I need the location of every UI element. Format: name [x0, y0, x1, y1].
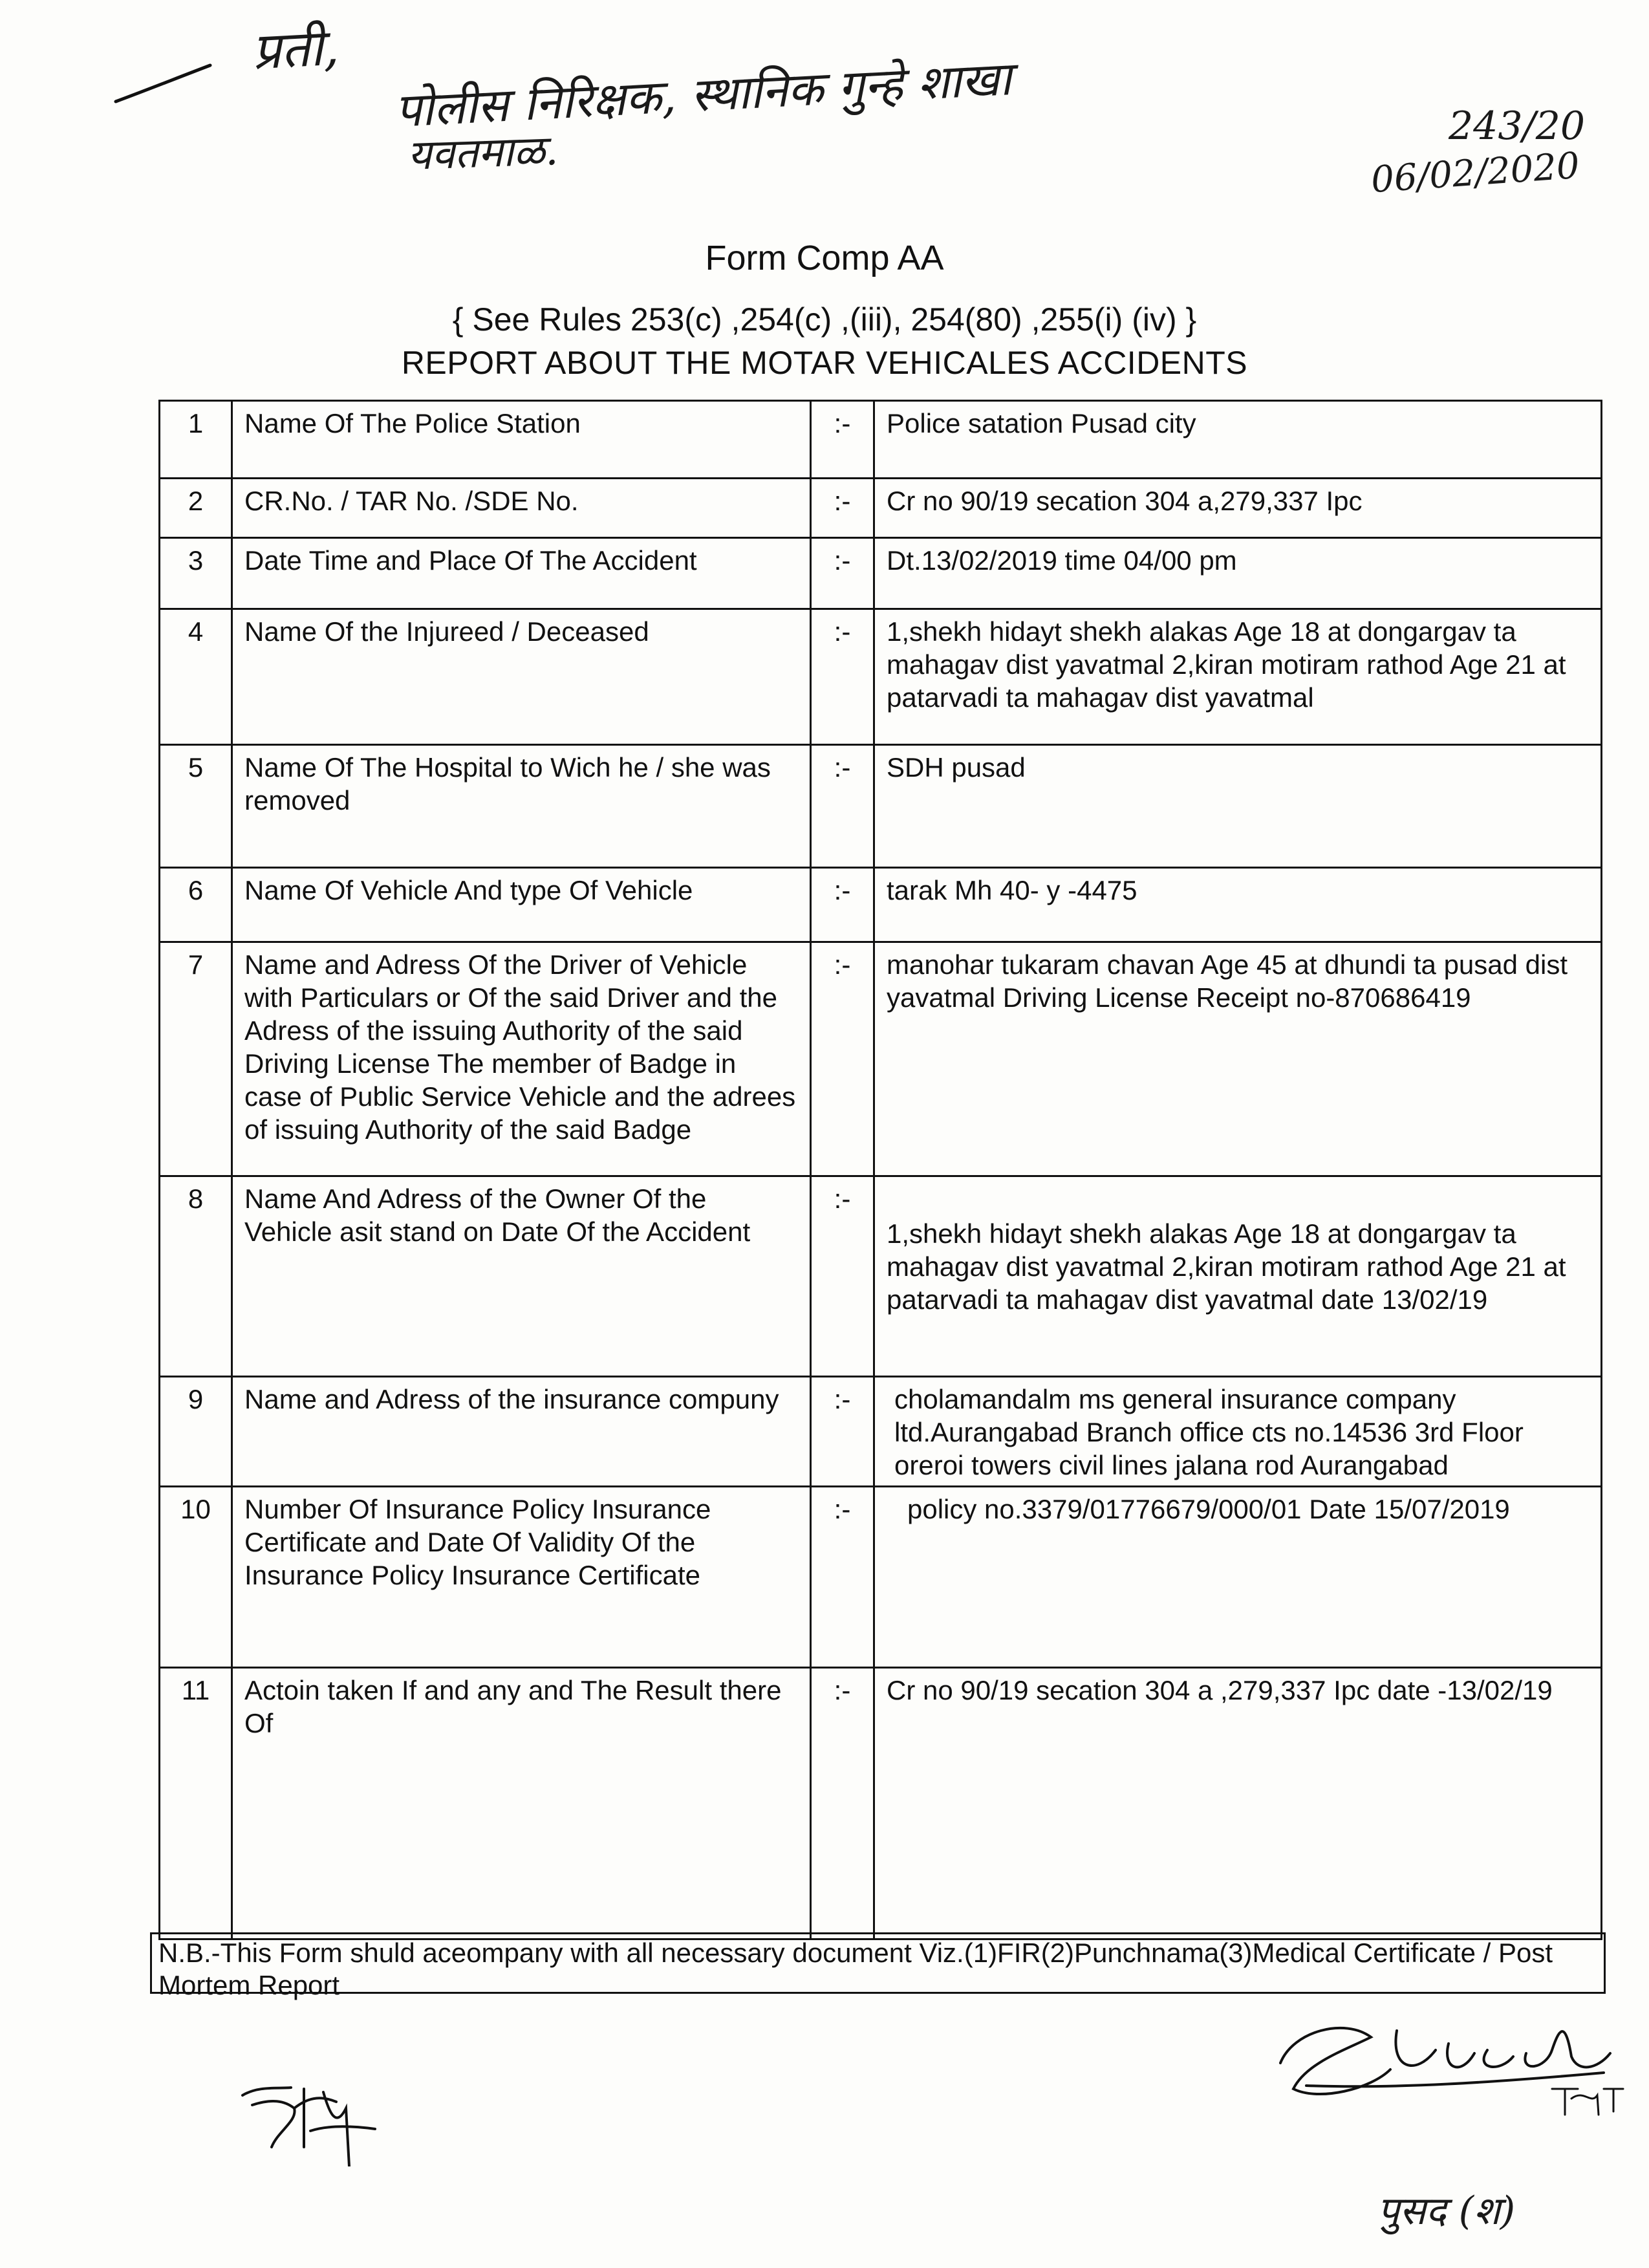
row-separator: :-	[811, 479, 874, 538]
table-row	[160, 1668, 1602, 1939]
handwritten-date: 06/02/2020	[1370, 144, 1581, 202]
row-separator: :-	[811, 401, 874, 479]
accident-report-table	[158, 400, 1602, 1940]
handwritten-reference-number: 243/20	[1449, 103, 1586, 149]
row-value: 1,shekh hidayt shekh alakas Age 18 at dongargav ta mahagav dist yavatmal 2,kiran motiram rathod Age 21 at patarvadi ta mahagav dist yavatmal date 13/02/19	[874, 1176, 1602, 1377]
row-separator: :-	[811, 538, 874, 609]
row-number: 9	[160, 1377, 232, 1487]
row-separator: :-	[811, 745, 874, 868]
row-label: Name And Adress of the Owner Of the Vehicle asit stand on Date Of the Accident	[232, 1176, 811, 1377]
table-row	[160, 1377, 1602, 1487]
row-label: Actoin taken If and any and The Result there Of	[232, 1668, 811, 1939]
row-number: 2	[160, 479, 232, 538]
table-row	[160, 401, 1602, 479]
row-separator: :-	[811, 942, 874, 1176]
row-label: Name and Adress Of the Driver of Vehicle with Particulars or Of the said Driver and the Adress of the issuing Authority of the said Driving License The member of Badge in case of Public Service Vehicle and the adrees of issuing Authority of the said Badge	[232, 942, 811, 1176]
row-number: 5	[160, 745, 232, 868]
row-value: 1,shekh hidayt shekh alakas Age 18 at dongargav ta mahagav dist yavatmal 2,kiran motiram rathod Age 21 at patarvadi ta mahagav dist yavatmal	[874, 609, 1602, 745]
row-value: SDH pusad	[874, 745, 1602, 868]
row-value: policy no.3379/01776679/000/01 Date 15/07/2019	[874, 1487, 1602, 1668]
row-separator: :-	[811, 1668, 874, 1939]
row-value: manohar tukaram chavan Age 45 at dhundi ta pusad dist yavatmal Driving License Receipt no-870686419	[874, 942, 1602, 1176]
row-value: Police satation Pusad city	[874, 401, 1602, 479]
row-number: 8	[160, 1176, 232, 1377]
row-value: Cr no 90/19 secation 304 a ,279,337 Ipc date -13/02/19	[874, 1668, 1602, 1939]
row-label: Name Of The Hospital to Wich he / she was removed	[232, 745, 811, 868]
row-value: Dt.13/02/2019 time 04/00 pm	[874, 538, 1602, 609]
left-signature	[233, 2069, 382, 2166]
row-label: Name and Adress of the insurance compuny	[232, 1377, 811, 1487]
handwritten-city: यवतमाळ.	[406, 126, 559, 180]
row-label: CR.No. / TAR No. /SDE No.	[232, 479, 811, 538]
row-separator: :-	[811, 868, 874, 942]
handwritten-addressee: पोलीस निरिक्षक, स्थानिक गुन्हे शाखा	[393, 51, 1013, 138]
row-label: Number Of Insurance Policy Insurance Certificate and Date Of Validity Of the Insurance Policy Insurance Certificate	[232, 1487, 811, 1668]
row-label: Name Of Vehicle And type Of Vehicle	[232, 868, 811, 942]
table-row	[160, 942, 1602, 1176]
form-title: Form Comp AA	[705, 239, 944, 277]
row-number: 11	[160, 1668, 232, 1939]
rules-reference: { See Rules 253(c) ,254(c) ,(iii), 254(80) ,255(i) (iv) }	[452, 301, 1197, 338]
row-label: Date Time and Place Of The Accident	[232, 538, 811, 609]
row-separator: :-	[811, 1377, 874, 1487]
handwritten-stamp-code: पुसद (श)	[1377, 2188, 1516, 2234]
row-number: 1	[160, 401, 232, 479]
table-row	[160, 609, 1602, 745]
table-row	[160, 479, 1602, 538]
row-separator: :-	[811, 609, 874, 745]
table-row	[160, 745, 1602, 868]
row-number: 6	[160, 868, 232, 942]
right-signature	[1267, 1992, 1630, 2121]
row-number: 10	[160, 1487, 232, 1668]
row-number: 7	[160, 942, 232, 1176]
handwritten-salutation: प्रती,	[250, 18, 341, 81]
row-number: 4	[160, 609, 232, 745]
table-row	[160, 1487, 1602, 1668]
row-value: tarak Mh 40- y -4475	[874, 868, 1602, 942]
row-separator: :-	[811, 1487, 874, 1668]
row-label: Name Of The Police Station	[232, 401, 811, 479]
table-row	[160, 538, 1602, 609]
row-separator: :-	[811, 1176, 874, 1377]
row-number: 3	[160, 538, 232, 609]
nb-note: N.B.-This Form shuld aceompany with all necessary document Viz.(1)FIR(2)Punchnama(3)Medical Certificate / Post Mortem Report	[150, 1932, 1606, 1994]
row-value: Cr no 90/19 secation 304 a,279,337 Ipc	[874, 479, 1602, 538]
row-value: cholamandalm ms general insurance company ltd.Aurangabad Branch office cts no.14536 3rd Floor oreroi towers civil lines jalana rod Aurangabad	[874, 1377, 1602, 1487]
pen-stroke-mark	[113, 61, 217, 107]
report-heading: REPORT ABOUT THE MOTAR VEHICALES ACCIDENTS	[401, 345, 1248, 381]
table-row	[160, 868, 1602, 942]
table-row	[160, 1176, 1602, 1377]
row-label: Name Of the Injureed / Deceased	[232, 609, 811, 745]
